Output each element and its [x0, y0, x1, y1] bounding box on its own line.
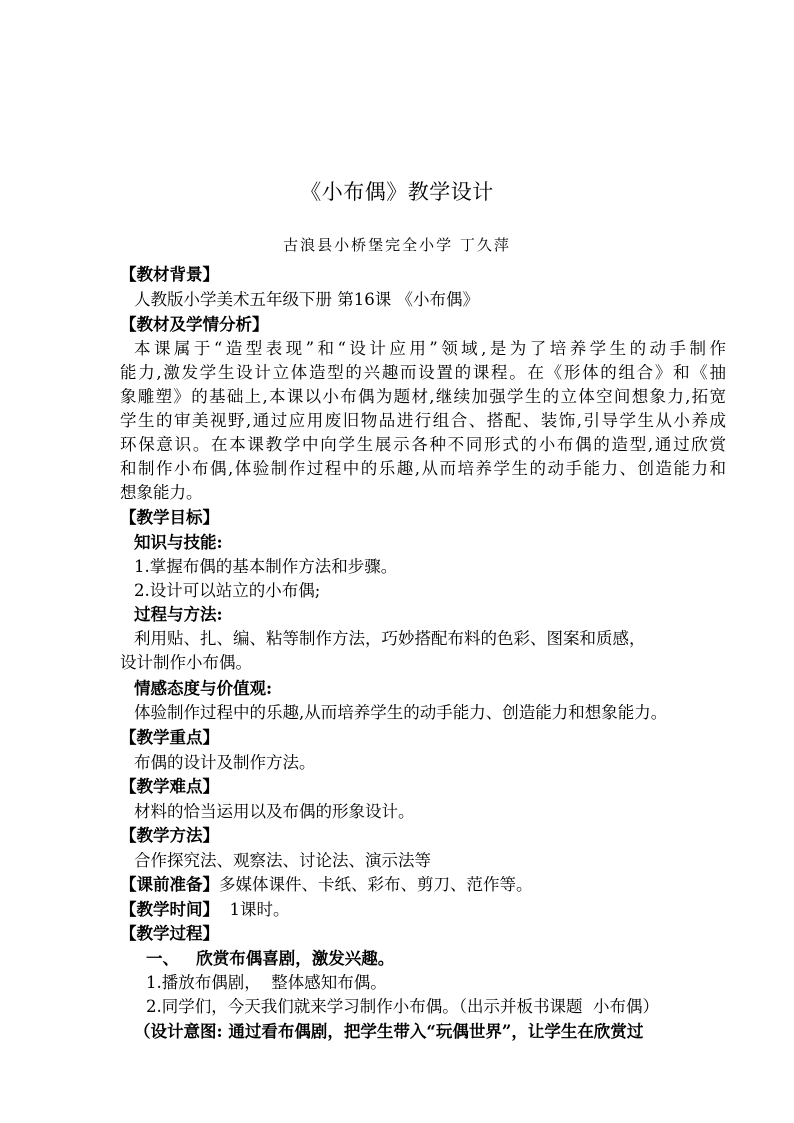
analysis-line: 本课属于“造型表现”和“设计应用”领域,是为了培养学生的动手制作 [134, 339, 726, 358]
analysis-line: 象雕塑》的基础上,本课以小布偶为题材,继续加强学生的立体空间想象力,拓宽 [120, 387, 726, 406]
step-heading: 一、 欣赏布偶喜剧，激发兴趣。 [146, 949, 395, 968]
emotion-text: 体验制作过程中的乐趣,从而培养学生的动手能力、创造能力和想象能力。 [134, 703, 668, 722]
section-heading-key: 【教学重点】 [120, 728, 219, 747]
process-text: 利用贴、扎、编、粘等制作方法，巧妙搭配布料的色彩、图案和质感， [134, 629, 646, 648]
analysis-line: 想象能力。 [120, 483, 203, 502]
step-item: 1.播放布偶剧， 整体感知布偶。 [146, 973, 387, 992]
time-text: 1课时。 [219, 900, 290, 919]
method-text: 合作探究法、观察法、讨论法、演示法等 [134, 851, 431, 870]
section-heading-time [120, 899, 726, 921]
analysis-line: 环保意识。在本课教学中向学生展示各种不同形式的小布偶的造型,通过欣赏 [120, 435, 726, 454]
section-heading-prep [120, 874, 726, 896]
section-heading-goals: 【教学目标】 [120, 508, 219, 527]
prep-text: 多媒体课件、卡纸、彩布、剪刀、范作等。 [219, 875, 533, 894]
section-heading-background: 【教材背景】 [120, 265, 219, 284]
analysis-line: 能力,激发学生设计立体造型的兴趣而设置的课程。在《形体的组合》和《抽 [120, 363, 726, 382]
time-label: 【教学时间】 [120, 900, 219, 919]
background-text: 人教版小学美术五年级下册 第16课 《小布偶》 [134, 290, 479, 309]
subheading-emotion: 情感态度与价值观: [134, 679, 273, 698]
key-text: 布偶的设计及制作方法。 [134, 753, 316, 772]
difficulty-text: 材料的恰当运用以及布偶的形象设计。 [134, 802, 415, 821]
prep-label: 【课前准备】 [120, 875, 219, 894]
analysis-line: 学生的审美视野,通过应用废旧物品进行组合、搭配、装饰,引导学生从小养成 [120, 411, 726, 430]
subheading-knowledge: 知识与技能: [134, 533, 223, 552]
step-item: 2.同学们，今天我们就来学习制作小布偶。（出示并板书课题 小布偶） [146, 997, 659, 1016]
section-heading-teaching-process: 【教学过程】 [120, 924, 219, 943]
knowledge-item: 2.设计可以站立的小布偶; [134, 581, 321, 600]
section-heading-analysis: 【教材及学情分析】 [120, 315, 269, 334]
document-title: 《小布偶》教学设计 [300, 180, 494, 204]
subheading-process: 过程与方法: [134, 605, 223, 624]
process-text: 设计制作小布偶。 [120, 653, 252, 672]
section-heading-difficulty: 【教学难点】 [120, 777, 219, 796]
author-line: 古浪县小桥堡完全小学 丁久萍 [283, 236, 511, 254]
analysis-line: 和制作小布偶,体验制作过程中的乐趣,从而培养学生的动手能力、创造能力和 [120, 459, 726, 478]
design-intent: （设计意图: 通过看布偶剧，把学生带入“玩偶世界”，让学生在欣赏过 [134, 1022, 644, 1041]
section-heading-method: 【教学方法】 [120, 826, 219, 845]
knowledge-item: 1.掌握布偶的基本制作方法和步骤。 [134, 557, 398, 576]
